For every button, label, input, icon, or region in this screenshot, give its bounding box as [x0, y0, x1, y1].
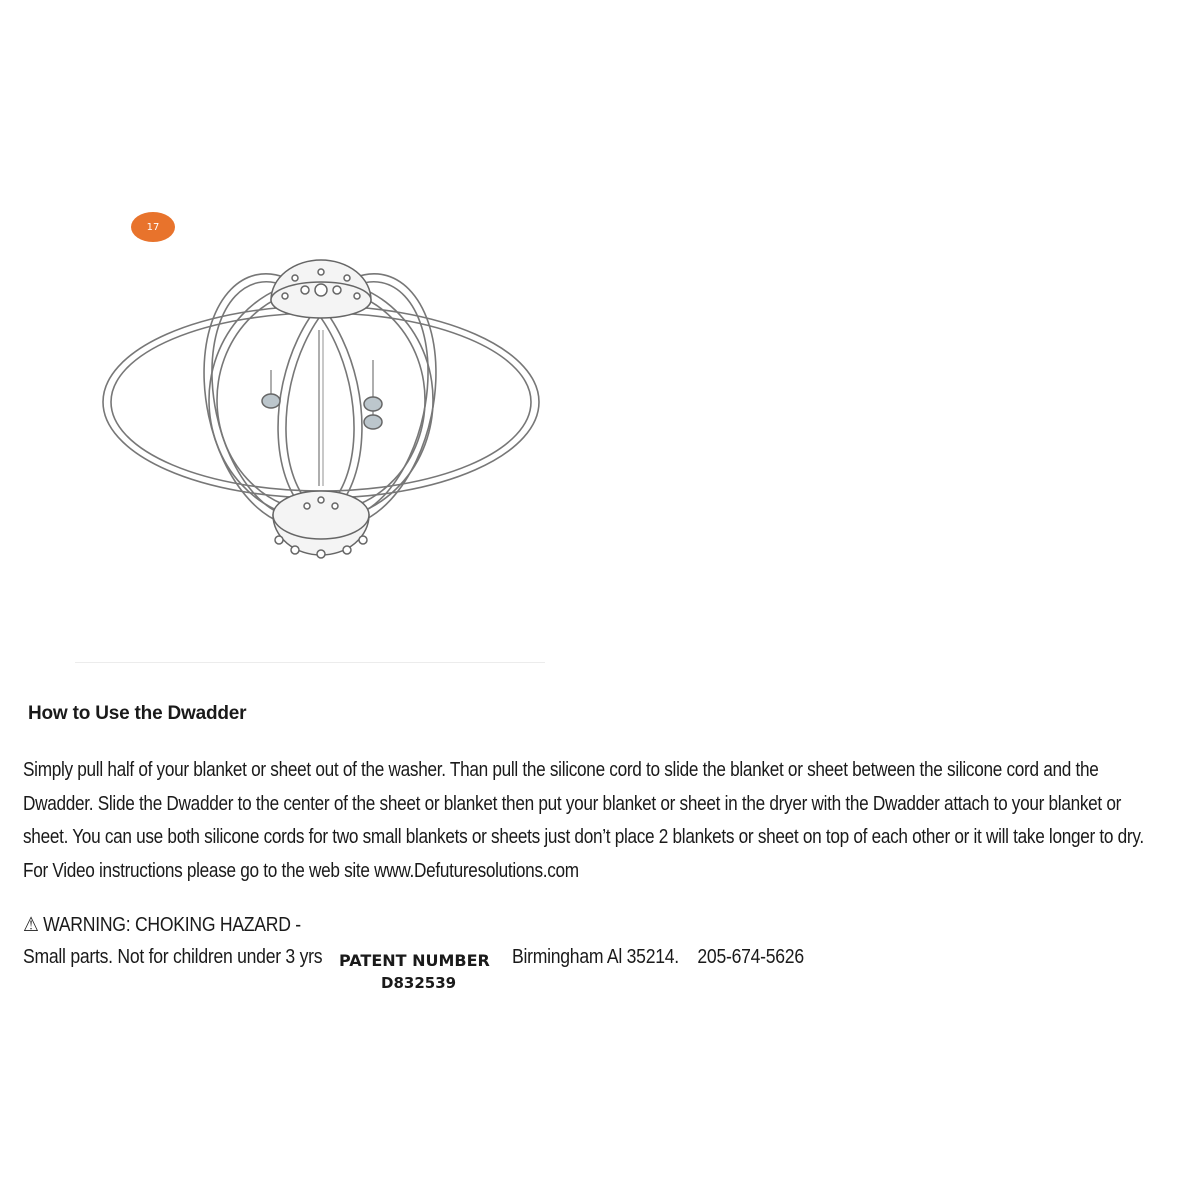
- bottom-hub: [273, 491, 369, 558]
- patent-number: D832539: [381, 974, 457, 992]
- dwadder-illustration: [95, 250, 555, 580]
- outer-ring: [103, 306, 539, 498]
- divider: [75, 662, 545, 663]
- cord-beads: [262, 394, 382, 429]
- top-hub: [271, 260, 371, 318]
- patent-label: PATENT NUMBER: [339, 951, 490, 970]
- contact-address: Birmingham Al 35214. 205-674-5626: [512, 946, 804, 968]
- choking-warning: ⚠ WARNING: CHOKING HAZARD -: [23, 914, 301, 936]
- page-title: How to Use the Dwadder: [28, 703, 247, 724]
- step-number-badge: 17: [131, 212, 175, 242]
- small-parts-notice: Small parts. Not for children under 3 yrs: [23, 946, 323, 968]
- instructions-paragraph: Simply pull half of your blanket or sheet out of the washer. Than pull the silicone cord to slide the blanket or sheet between the silicone cord and the Dwadder. Slide the Dwadder to the center of the sheet or blanket then put your blanket or sheet in the dryer with the Dwadder attach to your blanket or sheet. You can use both silicone cords for two small blankets or sheets just don’t place 2 blankets or sheet on top of each other or it will take longer to dry. For Video instructions please go to the web site www.Defuturesolutions.com: [23, 759, 1144, 882]
